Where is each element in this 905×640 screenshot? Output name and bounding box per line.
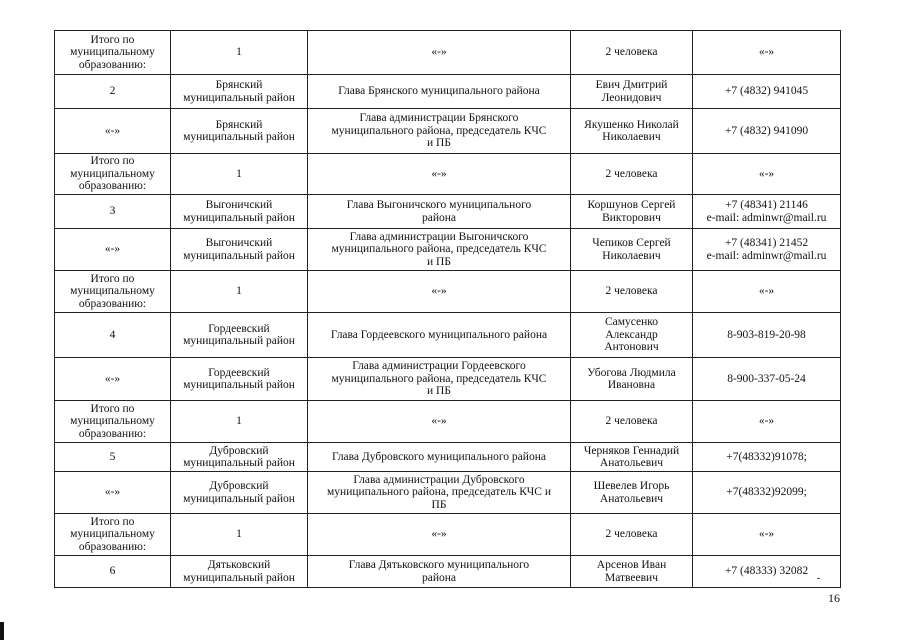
table-cell-col-municipality [171,401,308,443]
table-cell-col-municipality [171,358,308,401]
cell-text: «-» [758,167,775,180]
table-cell-col-number [55,556,171,588]
cell-text: +7(48332)91078; [726,450,807,463]
table-cell-col-contact [693,109,841,154]
table-cell-col-position [308,358,571,401]
cell-text: Брянский муниципальный район [183,118,295,143]
scan-speck [817,578,820,579]
cell-text: 2 человека [605,46,658,59]
table-cell-col-number [55,229,171,271]
table-cell-col-person [571,109,693,154]
total-row [55,514,841,556]
table-cell-col-contact [693,271,841,313]
cell-text: Итого по муниципальному образованию: [70,272,155,310]
table-cell-col-position [308,271,571,313]
table-row [55,229,841,271]
cell-text: «-» [758,46,775,59]
table-cell-col-contact [693,556,841,588]
cell-text: Гордеевский муниципальный район [183,322,295,347]
cell-text: Глава администрации Гордеевского муниципального района, председатель КЧС и ПБ [331,360,547,398]
cell-text: 2 человека [605,167,658,180]
cell-text: +7(48332)92099; [726,486,807,499]
table-cell-col-person [571,472,693,514]
table-cell-col-position [308,75,571,109]
table-cell-col-person [571,154,693,195]
table-cell-col-municipality [171,556,308,588]
table-cell-col-position [308,195,571,229]
table-cell-col-position [308,472,571,514]
table-cell-col-number [55,31,171,75]
table-cell-col-position [308,401,571,443]
cell-text: «-» [758,415,775,428]
table-cell-col-person [571,195,693,229]
cell-text: 1 [236,285,242,298]
cell-text: «-» [104,372,121,385]
table-row [55,556,841,588]
table-cell-col-municipality [171,109,308,154]
cell-text: 3 [109,205,116,218]
cell-text: 6 [109,565,116,578]
table-cell-col-number [55,195,171,229]
table-cell-col-number [55,313,171,358]
table-cell-col-person [571,556,693,588]
cell-text: 2 человека [605,528,658,541]
total-row [55,31,841,75]
table-cell-col-municipality [171,472,308,514]
cell-text: 1 [236,415,242,428]
cell-text: Дятьковский муниципальный район [183,559,295,584]
cell-text: «-» [431,167,447,180]
table-cell-col-position [308,443,571,472]
cell-text: Черняков Геннадий Анатольевич [583,444,680,469]
table-row [55,443,841,472]
cell-text: 8-900-337-05-24 [727,372,806,385]
cell-text: Глава Дубровского муниципального района [332,450,546,463]
table-cell-col-municipality [171,195,308,229]
cell-text: «-» [104,243,121,256]
table-cell-col-number [55,75,171,109]
table-row [55,195,841,229]
table-cell-col-position [308,154,571,195]
table-cell-col-contact [693,154,841,195]
table-cell-col-position [308,31,571,75]
page-number: 16 [828,591,840,605]
cell-text: +7 (4832) 941045 [724,85,809,98]
table-cell-col-number [55,154,171,195]
table-cell-col-contact [693,401,841,443]
contacts-table [54,30,841,588]
table-cell-col-contact [693,75,841,109]
cell-text: Чепиков Сергей Николаевич [592,237,671,262]
total-row [55,154,841,195]
table-row [55,313,841,358]
table-cell-col-person [571,358,693,401]
cell-text: Самусенко Александр Антонович [604,316,659,354]
table-row [55,75,841,109]
table-row [55,109,841,154]
table-cell-col-person [571,514,693,556]
table-cell-col-position [308,556,571,588]
cell-text: +7 (48333) 32082 [724,565,809,578]
cell-text: Выгоничский муниципальный район [183,199,295,224]
table-cell-col-contact [693,358,841,401]
table-cell-col-person [571,271,693,313]
cell-text: Итого по муниципальному образованию: [70,402,155,440]
cell-text: +7 (48341) 21146 e-mail: adminwr@mail.ru [706,199,827,224]
table-cell-col-municipality [171,31,308,75]
cell-text: Итого по муниципальному образованию: [70,515,155,553]
cell-text: 2 [109,85,116,98]
table-cell-col-contact [693,31,841,75]
table-cell-col-municipality [171,313,308,358]
table-cell-col-municipality [171,75,308,109]
table-cell-col-contact [693,229,841,271]
cell-text: 1 [236,46,242,59]
cell-text: «-» [758,285,775,298]
table-cell-col-person [571,31,693,75]
table-row [55,358,841,401]
cell-text: Евич Дмитрий Леонидович [595,79,668,104]
table-cell-col-person [571,75,693,109]
table-cell-col-person [571,313,693,358]
table-cell-col-number [55,443,171,472]
cell-text: «-» [431,285,447,298]
binding-edge-mark [0,622,4,640]
table-cell-col-person [571,443,693,472]
cell-text: Глава администрации Брянского муниципального района, председатель КЧС и ПБ [331,112,547,150]
table-cell-col-number [55,358,171,401]
cell-text: Якушенко Николай Николаевич [584,118,679,143]
cell-text: +7 (48341) 21452 e-mail: adminwr@mail.ru [706,237,827,262]
contacts-table-body [55,31,841,588]
cell-text: 2 человека [605,285,658,298]
table-row [55,472,841,514]
cell-text: Дубровский муниципальный район [183,444,295,469]
table-cell-col-municipality [171,271,308,313]
table-cell-col-contact [693,472,841,514]
cell-text: «-» [104,124,121,137]
table-cell-col-position [308,514,571,556]
cell-text: «-» [431,415,447,428]
table-cell-col-number [55,401,171,443]
cell-text: Брянский муниципальный район [183,79,295,104]
table-cell-col-contact [693,195,841,229]
cell-text: Коршунов Сергей Викторович [587,199,676,224]
table-cell-col-municipality [171,229,308,271]
cell-text: Итого по муниципальному образованию: [70,155,155,193]
table-cell-col-number [55,109,171,154]
cell-text: 5 [109,450,116,463]
table-cell-col-number [55,271,171,313]
cell-text: Убогова Людмила Ивановна [587,366,676,391]
table-cell-col-municipality [171,514,308,556]
cell-text: Итого по муниципальному образованию: [70,33,155,71]
cell-text: Выгоничский муниципальный район [183,237,295,262]
cell-text: «-» [431,46,447,59]
cell-text: Гордеевский муниципальный район [183,366,295,391]
total-row [55,271,841,313]
cell-text: 2 человека [605,415,658,428]
cell-text: «-» [431,528,447,541]
total-row [55,401,841,443]
cell-text: Шевелев Игорь Анатольевич [593,480,670,505]
cell-text: «-» [104,486,121,499]
table-cell-col-municipality [171,154,308,195]
cell-text: 1 [236,528,242,541]
table-cell-col-person [571,401,693,443]
table-cell-col-contact [693,514,841,556]
cell-text: Глава администрации Выгоничского муниципального района, председатель КЧС и ПБ [331,230,547,268]
table-cell-col-municipality [171,443,308,472]
table-cell-col-position [308,313,571,358]
table-cell-col-position [308,109,571,154]
cell-text: Арсенов Иван Матвеевич [596,559,667,584]
table-cell-col-contact [693,313,841,358]
cell-text: Глава Гордеевского муниципального района [330,328,548,341]
table-cell-col-contact [693,443,841,472]
table-cell-col-number [55,514,171,556]
table-cell-col-position [308,229,571,271]
cell-text: Глава Брянского муниципального района [338,85,540,98]
cell-text: Глава Выгоничского муниципального района [346,199,532,224]
cell-text: 4 [109,328,116,341]
cell-text: Глава администрации Дубровского муниципального района, председатель КЧС и ПБ [327,473,551,511]
cell-text: Дубровский муниципальный район [183,480,295,505]
cell-text: «-» [758,528,775,541]
table-cell-col-number [55,472,171,514]
cell-text: Глава Дятьковского муниципального района [348,559,530,584]
table-cell-col-person [571,229,693,271]
cell-text: 1 [236,167,242,180]
cell-text: 8-903-819-20-98 [727,328,806,341]
cell-text: +7 (4832) 941090 [724,124,809,137]
